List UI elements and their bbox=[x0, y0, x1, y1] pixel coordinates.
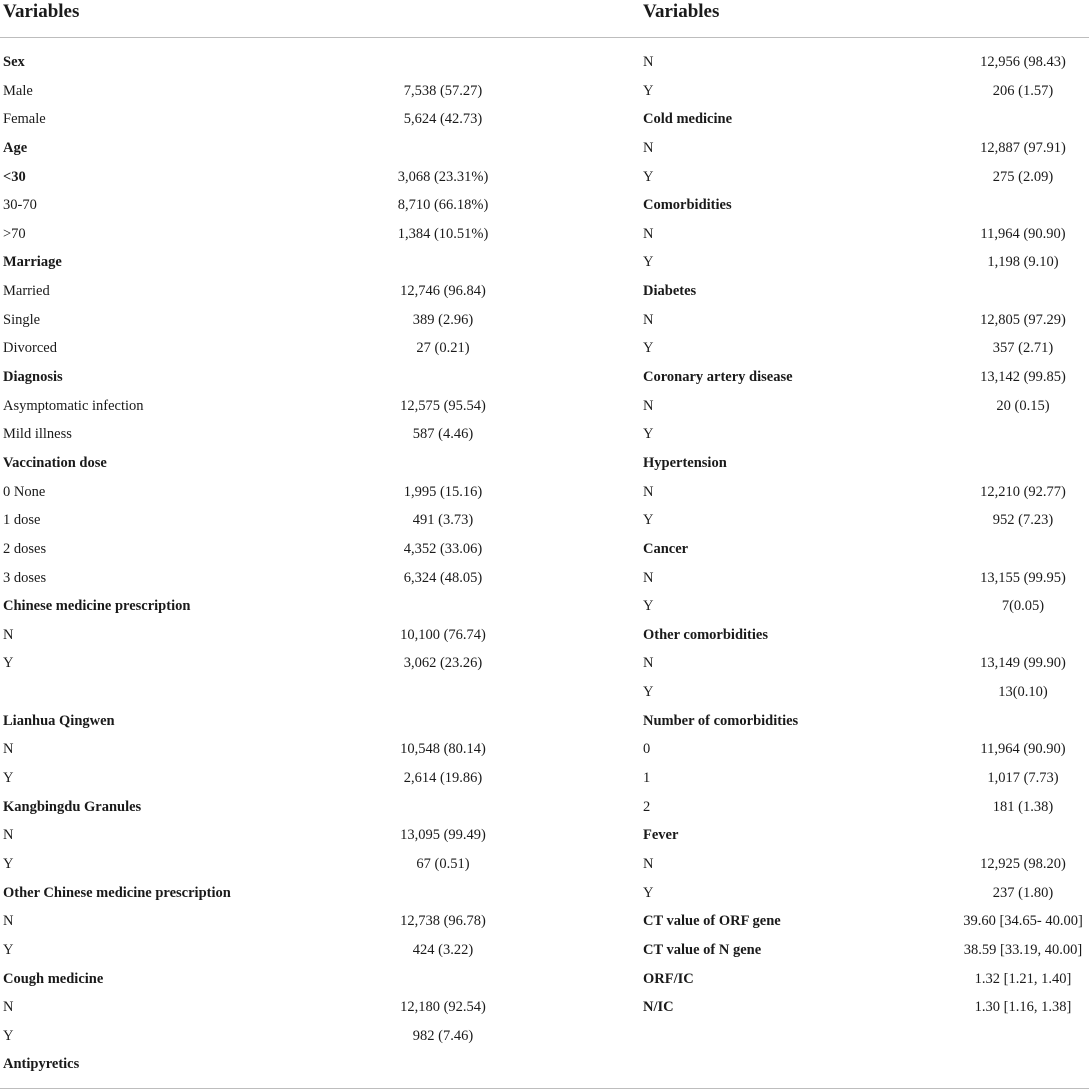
variable-value: 357 (2.71) bbox=[992, 340, 1054, 357]
table-row bbox=[3, 678, 543, 707]
variable-value: 1,995 (15.16) bbox=[403, 483, 483, 500]
variable-label: Age bbox=[3, 139, 28, 156]
variable-label: Kangbingdu Granules bbox=[3, 798, 142, 815]
table-row bbox=[643, 965, 1089, 994]
variable-value: 1.32 [1.21, 1.40] bbox=[974, 970, 1072, 987]
table-row bbox=[3, 105, 543, 134]
table-row bbox=[643, 478, 1089, 507]
variable-value: 12,210 (92.77) bbox=[980, 483, 1066, 500]
variable-label: Y bbox=[3, 941, 14, 958]
variable-label: N bbox=[3, 999, 14, 1016]
table-row bbox=[3, 1022, 543, 1051]
variable-value: 13,142 (99.85) bbox=[980, 369, 1066, 386]
variable-label: N bbox=[3, 626, 14, 643]
left-column-heading: Variables bbox=[3, 1, 80, 22]
table-row bbox=[3, 334, 543, 363]
table-row bbox=[3, 879, 543, 908]
table-header bbox=[0, 0, 1089, 28]
table-row bbox=[643, 105, 1089, 134]
variable-label: Y bbox=[643, 512, 654, 529]
right-column-heading: Variables bbox=[643, 1, 720, 22]
variable-label: Y bbox=[643, 684, 654, 701]
variable-value: 491 (3.73) bbox=[412, 512, 474, 529]
variable-value: 12,956 (98.43) bbox=[980, 54, 1066, 70]
variable-value: 8,710 (66.18%) bbox=[397, 197, 489, 214]
table-row bbox=[3, 592, 543, 621]
variable-label: Number of comorbidities bbox=[643, 712, 799, 729]
variable-label: 1 bbox=[643, 770, 651, 787]
variable-label: CT value of N gene bbox=[643, 941, 762, 958]
variable-label: Diabetes bbox=[643, 283, 697, 300]
variable-label: ORF/IC bbox=[643, 970, 694, 987]
table-row bbox=[643, 392, 1089, 421]
table-row bbox=[643, 277, 1089, 306]
table-row bbox=[3, 621, 543, 650]
variable-label: N bbox=[643, 397, 654, 414]
table-row bbox=[3, 48, 543, 77]
variable-label: Diagnosis bbox=[3, 369, 63, 386]
table-row bbox=[3, 649, 543, 678]
variable-value: 12,925 (98.20) bbox=[980, 855, 1066, 872]
table-row bbox=[643, 592, 1089, 621]
variable-label: N bbox=[3, 741, 14, 758]
variable-label: 2 bbox=[643, 798, 651, 815]
table-row bbox=[3, 793, 543, 822]
variable-value: 27 (0.21) bbox=[416, 340, 470, 357]
variable-value: 4,352 (33.06) bbox=[403, 540, 483, 557]
bottom-rule bbox=[0, 1088, 1089, 1089]
variable-label: Sex bbox=[3, 54, 25, 70]
table-row bbox=[3, 850, 543, 879]
table-row bbox=[643, 678, 1089, 707]
variable-value: 38.59 [33.19, 40.00] bbox=[963, 941, 1083, 958]
variable-value: 7(0.05) bbox=[1001, 598, 1045, 615]
table-row bbox=[3, 163, 543, 192]
variable-label: Y bbox=[3, 655, 14, 672]
variable-label: <30 bbox=[3, 168, 26, 185]
variable-label: Cancer bbox=[643, 540, 689, 557]
table-row bbox=[643, 363, 1089, 392]
variable-label: N bbox=[643, 311, 654, 328]
table-row bbox=[643, 649, 1089, 678]
variable-label: Lianhua Qingwen bbox=[3, 712, 115, 729]
right-column bbox=[643, 48, 1089, 1022]
table-row bbox=[643, 306, 1089, 335]
table-row bbox=[3, 564, 543, 593]
table-row bbox=[3, 77, 543, 106]
variable-label: Female bbox=[3, 111, 46, 128]
variable-label: Y bbox=[643, 884, 654, 901]
variable-value: 389 (2.96) bbox=[412, 311, 474, 328]
variable-label: N bbox=[643, 655, 654, 672]
table-row bbox=[3, 449, 543, 478]
variable-label: Single bbox=[3, 311, 41, 328]
variable-value: 20 (0.15) bbox=[996, 397, 1050, 414]
table-row bbox=[643, 793, 1089, 822]
table-row bbox=[3, 363, 543, 392]
table-row bbox=[643, 879, 1089, 908]
variable-label: 1 dose bbox=[3, 512, 41, 529]
table-row bbox=[3, 535, 543, 564]
variable-label: >70 bbox=[3, 225, 26, 242]
variable-value: 10,100 (76.74) bbox=[400, 626, 486, 643]
variable-label: Hypertension bbox=[643, 454, 727, 471]
variable-label: 30-70 bbox=[3, 197, 37, 214]
variable-label: N bbox=[3, 827, 14, 844]
table-row bbox=[3, 1050, 543, 1079]
variable-value: 11,964 (90.90) bbox=[980, 225, 1066, 242]
variable-value: 275 (2.09) bbox=[992, 168, 1054, 185]
variable-value: 12,887 (97.91) bbox=[980, 139, 1066, 156]
table-row bbox=[3, 478, 543, 507]
variable-value: 13,155 (99.95) bbox=[980, 569, 1066, 586]
variable-label: Fever bbox=[643, 827, 679, 844]
variable-value: 12,575 (95.54) bbox=[400, 397, 486, 414]
variable-label: Cough medicine bbox=[3, 970, 104, 987]
variable-label: Male bbox=[3, 82, 33, 99]
table-row bbox=[643, 735, 1089, 764]
left-column bbox=[3, 48, 543, 1079]
table-row bbox=[643, 564, 1089, 593]
table-row bbox=[3, 306, 543, 335]
variable-value: 206 (1.57) bbox=[992, 82, 1054, 99]
table-row bbox=[3, 993, 543, 1022]
variable-label: 0 None bbox=[3, 483, 46, 500]
variable-value: 13,095 (99.49) bbox=[400, 827, 486, 844]
variable-label: Marriage bbox=[3, 254, 62, 271]
variable-label: Y bbox=[643, 340, 654, 357]
table-row bbox=[3, 248, 543, 277]
variable-label: N bbox=[3, 913, 14, 930]
variable-value: 181 (1.38) bbox=[992, 798, 1054, 815]
table-row bbox=[643, 134, 1089, 163]
variable-label: Y bbox=[643, 426, 654, 443]
variable-label: Other Chinese medicine prescription bbox=[3, 884, 231, 901]
variable-value: 3,062 (23.26) bbox=[403, 655, 483, 672]
variable-value: 424 (3.22) bbox=[412, 941, 474, 958]
variable-label: Asymptomatic infection bbox=[3, 397, 144, 414]
table-row bbox=[3, 764, 543, 793]
table-row bbox=[643, 821, 1089, 850]
variable-label: Y bbox=[3, 855, 14, 872]
variable-value: 67 (0.51) bbox=[416, 855, 470, 872]
table-row bbox=[643, 220, 1089, 249]
variable-label: Comorbidities bbox=[643, 197, 732, 214]
table-row bbox=[3, 277, 543, 306]
table-row bbox=[3, 506, 543, 535]
variable-label: Y bbox=[643, 598, 654, 615]
variable-value: 2,614 (19.86) bbox=[403, 770, 483, 787]
table-row bbox=[643, 993, 1089, 1022]
table-row bbox=[643, 449, 1089, 478]
variable-label: Y bbox=[3, 770, 14, 787]
table-row bbox=[3, 821, 543, 850]
table-row bbox=[3, 735, 543, 764]
table-row bbox=[643, 707, 1089, 736]
table-row bbox=[3, 420, 543, 449]
table-row bbox=[643, 764, 1089, 793]
table-row bbox=[3, 134, 543, 163]
variable-label: Vaccination dose bbox=[3, 454, 107, 471]
variable-label: Antipyretics bbox=[3, 1056, 80, 1073]
variable-label: 3 doses bbox=[3, 569, 47, 586]
variable-value: 6,324 (48.05) bbox=[403, 569, 483, 586]
variable-value: 13,149 (99.90) bbox=[980, 655, 1066, 672]
variable-value: 13(0.10) bbox=[998, 684, 1048, 701]
header-rule bbox=[0, 37, 1089, 38]
variable-value: 1,198 (9.10) bbox=[987, 254, 1059, 271]
variable-label: Chinese medicine prescription bbox=[3, 598, 191, 615]
table-row bbox=[643, 248, 1089, 277]
variable-label: N bbox=[643, 855, 654, 872]
variable-label: Divorced bbox=[3, 340, 57, 357]
table-row bbox=[643, 506, 1089, 535]
table-row bbox=[643, 850, 1089, 879]
variable-label: Married bbox=[3, 283, 50, 300]
table-row bbox=[3, 965, 543, 994]
table-row bbox=[643, 77, 1089, 106]
variable-value: 39.60 [34.65- 40.00] bbox=[963, 913, 1083, 930]
table-row bbox=[643, 535, 1089, 564]
table-row bbox=[643, 621, 1089, 650]
variable-label: 0 bbox=[643, 741, 651, 758]
variable-value: 12,746 (96.84) bbox=[400, 283, 486, 300]
variable-value: 10,548 (80.14) bbox=[400, 741, 486, 758]
table-row bbox=[3, 392, 543, 421]
variable-label: Other comorbidities bbox=[643, 626, 768, 643]
variable-label: Y bbox=[3, 1027, 14, 1044]
table-row bbox=[643, 334, 1089, 363]
table-row bbox=[643, 420, 1089, 449]
variable-value: 1.30 [1.16, 1.38] bbox=[974, 999, 1072, 1016]
variable-value: 12,805 (97.29) bbox=[980, 311, 1066, 328]
table-row bbox=[643, 191, 1089, 220]
variable-value: 7,538 (57.27) bbox=[403, 82, 483, 99]
variable-value: 952 (7.23) bbox=[992, 512, 1054, 529]
variable-value: 11,964 (90.90) bbox=[980, 741, 1066, 758]
variable-value: 237 (1.80) bbox=[992, 884, 1054, 901]
variable-label: 2 doses bbox=[3, 540, 47, 557]
variable-label: Y bbox=[643, 168, 654, 185]
variable-label: N bbox=[643, 139, 654, 156]
variable-label: CT value of ORF gene bbox=[643, 913, 781, 930]
variable-value: 5,624 (42.73) bbox=[403, 111, 483, 128]
variable-label: N bbox=[643, 569, 654, 586]
table-row bbox=[643, 48, 1089, 77]
variable-label: N bbox=[643, 54, 654, 70]
variable-value: 12,180 (92.54) bbox=[400, 999, 486, 1016]
variable-label: Mild illness bbox=[3, 426, 72, 443]
variable-label: Cold medicine bbox=[643, 111, 733, 128]
table-row bbox=[3, 936, 543, 965]
table-row bbox=[3, 220, 543, 249]
variable-value: 982 (7.46) bbox=[412, 1027, 474, 1044]
variable-label: N bbox=[643, 225, 654, 242]
table-row bbox=[3, 707, 543, 736]
variable-label: N/IC bbox=[643, 999, 674, 1016]
variable-label: N bbox=[643, 483, 654, 500]
table-row bbox=[643, 936, 1089, 965]
table-row bbox=[643, 163, 1089, 192]
variable-value: 3,068 (23.31%) bbox=[397, 168, 489, 185]
variable-label: Y bbox=[643, 82, 654, 99]
table-row bbox=[3, 191, 543, 220]
variable-label: Y bbox=[643, 254, 654, 271]
variable-value: 587 (4.46) bbox=[412, 426, 474, 443]
table-row bbox=[3, 907, 543, 936]
variable-value: 1,017 (7.73) bbox=[987, 770, 1059, 787]
table-row bbox=[643, 907, 1089, 936]
variable-value: 1,384 (10.51%) bbox=[397, 225, 489, 242]
variable-label: Coronary artery disease bbox=[643, 369, 793, 386]
variable-value: 12,738 (96.78) bbox=[400, 913, 486, 930]
